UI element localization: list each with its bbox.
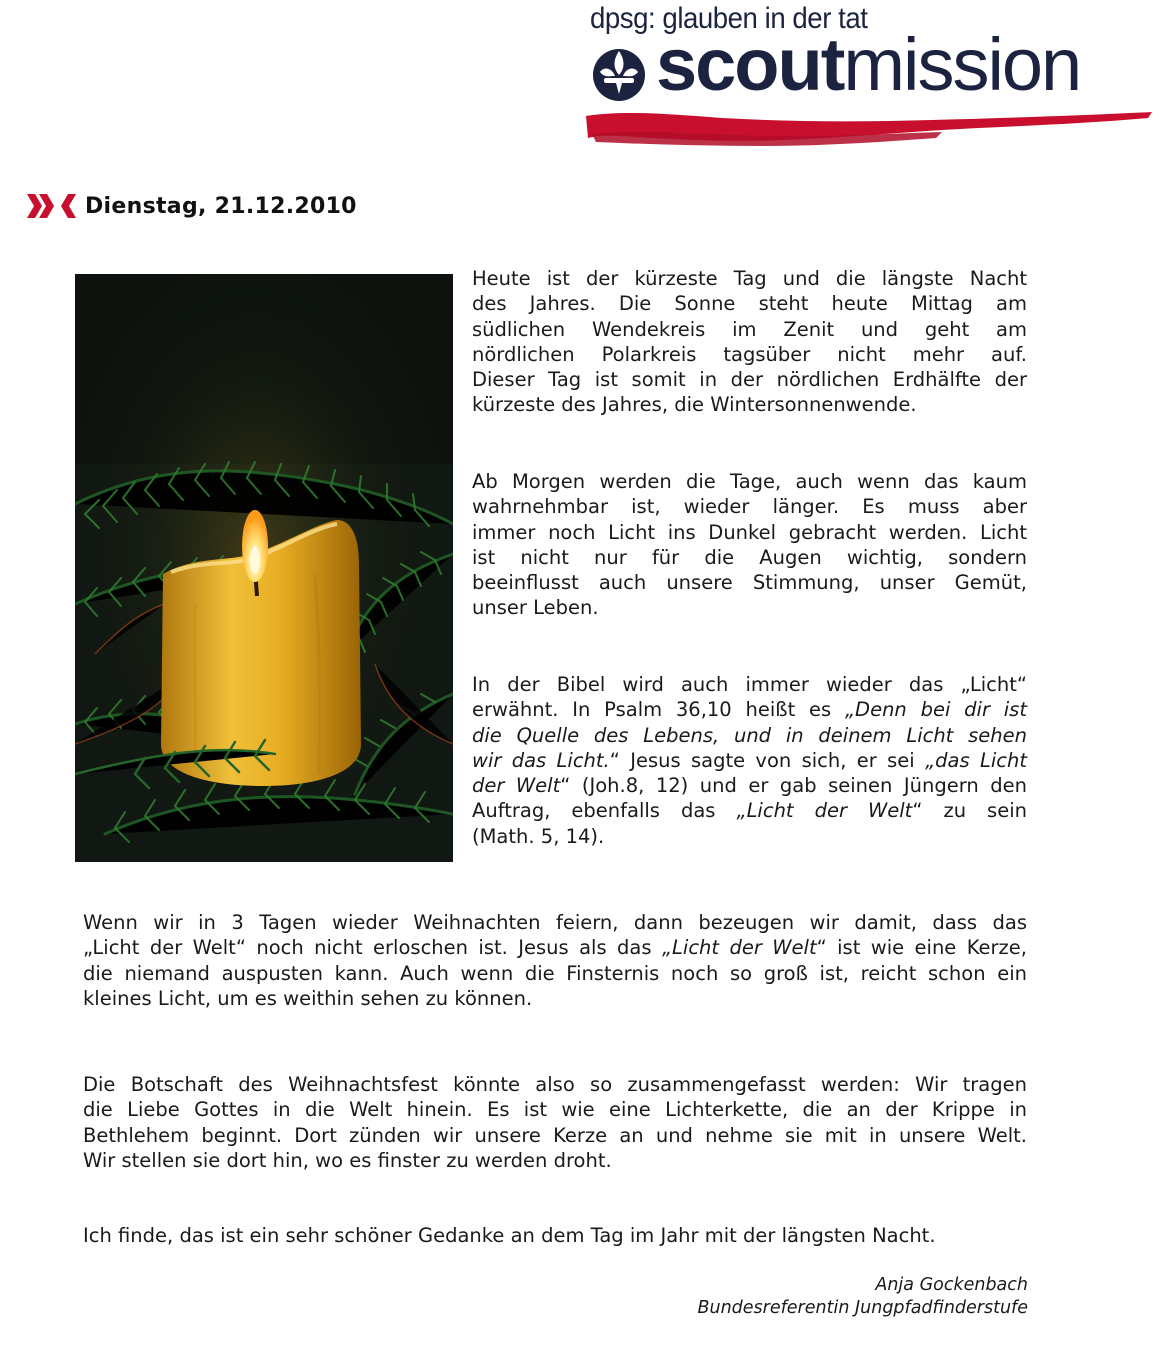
signature-role: Bundesreferentin Jungpfadfinderstufe (697, 1298, 1028, 1318)
paragraph-3 (472, 672, 1027, 849)
text-line: Ab Morgen werden die Tage, auch wenn das kaum (472, 470, 1027, 493)
quote-run: „Denn bei dir ist (844, 698, 1027, 722)
text-run: Auftrag, ebenfalls das (472, 799, 737, 823)
quote-run: der Welt (472, 774, 561, 798)
text-line: Dieser Tag ist somit in der nördlichen Erdhälfte der (472, 368, 1027, 392)
text-line (472, 723, 1027, 748)
text-line: Ich finde, das ist ein sehr schöner Gedanke an dem Tag im Jahr mit der längsten Nacht. (83, 1224, 936, 1247)
text-line: Die Botschaft des Weihnachtsfest könnte also so zusammengefasst werden: Wir tragen (83, 1073, 1027, 1096)
text-line: beeinflusst auch unsere Stimmung, unser Gemüt, (472, 571, 1027, 595)
text-line: Bethlehem beginnt. Dort zünden wir unsere Kerze an und nehme sie mit in unsere Welt. (83, 1123, 1027, 1147)
text-line: immer noch Licht ins Dunkel gebracht werden. Licht (472, 520, 1027, 544)
paragraph-2 (472, 469, 1027, 621)
quote-run: „Licht der Welt (661, 936, 817, 960)
double-chevron-icon (27, 194, 77, 218)
text-run: “ Jesus sagte von sich, er sei (609, 748, 926, 772)
logo-word-bold: scout (656, 23, 844, 106)
scoutmission-logo (582, 0, 1157, 160)
date-heading (27, 188, 357, 224)
text-line: Heute ist der kürzeste Tag und die längste Nacht (472, 267, 1027, 290)
text-line (472, 748, 1027, 773)
quote-run: die Quelle des Lebens, und in deinem Licht sehen (472, 723, 1027, 747)
red-brush-stroke (582, 104, 1157, 154)
text-line: die Liebe Gottes in die Welt hinein. Es ist wie eine Lichterkette, die an der Krippe in (83, 1098, 1027, 1122)
text-line: Wir stellen sie dort hin, wo es finster zu werden droht. (83, 1148, 612, 1172)
paragraph-6 (83, 1223, 1027, 1248)
text-line: nördlichen Polarkreis tagsüber nicht mehr auf. (472, 342, 1027, 366)
logo-tagline: dpsg: glauben in der tat (590, 2, 868, 35)
text-line: unser Leben. (472, 596, 599, 620)
text-run: „Licht der Welt“ noch nicht erloschen ist. Jesus als das (83, 936, 662, 960)
paragraph-1 (472, 266, 1027, 418)
date-text: Dienstag, 21.12.2010 (85, 193, 357, 219)
text-line: ist nicht nur für die Augen wichtig, sondern (472, 545, 1027, 569)
text-run: “ ist wie eine Kerze, (816, 936, 1027, 960)
logo-wordmark (656, 23, 1081, 106)
text-line: (Math. 5, 14). (472, 824, 605, 848)
text-line (472, 798, 1027, 823)
text-line: kürzeste des Jahres, die Wintersonnenwende. (472, 393, 917, 417)
text-line: südlichen Wendekreis im Zenit und geht am (472, 317, 1027, 341)
text-line: wahrnehmbar ist, wieder länger. Es muss aber (472, 495, 1027, 519)
text-line: die niemand auspusten kann. Auch wenn die Finsternis noch so groß ist, reicht schon ein (83, 961, 1027, 985)
quote-run: „Licht der Welt (736, 799, 913, 823)
text-run: “ (Joh.8, 12) und er gab seinen Jüngern den (560, 774, 1027, 798)
text-line: Wenn wir in 3 Tagen wieder Weihnachten feiern, dann bezeugen wir damit, dass das (83, 911, 1027, 934)
text-run: “ zu sein (912, 799, 1027, 823)
text-line: des Jahres. Die Sonne steht heute Mittag am (472, 292, 1027, 316)
text-line: In der Bibel wird auch immer wieder das „Licht“ (472, 673, 1027, 696)
text-line (83, 935, 1027, 960)
scout-lily-icon (586, 42, 652, 102)
logo-word-light: mission (843, 23, 1081, 106)
text-run: erwähnt. In Psalm 36,10 heißt es (472, 698, 845, 722)
paragraph-5 (83, 1072, 1027, 1173)
text-line (472, 773, 1027, 798)
quote-run: wir das Licht. (472, 748, 610, 772)
text-line (472, 697, 1027, 722)
quote-run: „das Licht (925, 748, 1027, 772)
signature (697, 1274, 1028, 1320)
paragraph-4 (83, 910, 1027, 1011)
text-line: kleines Licht, um es weithin sehen zu können. (83, 986, 533, 1010)
candle-photo (75, 274, 453, 862)
signature-name: Anja Gockenbach (875, 1275, 1028, 1295)
